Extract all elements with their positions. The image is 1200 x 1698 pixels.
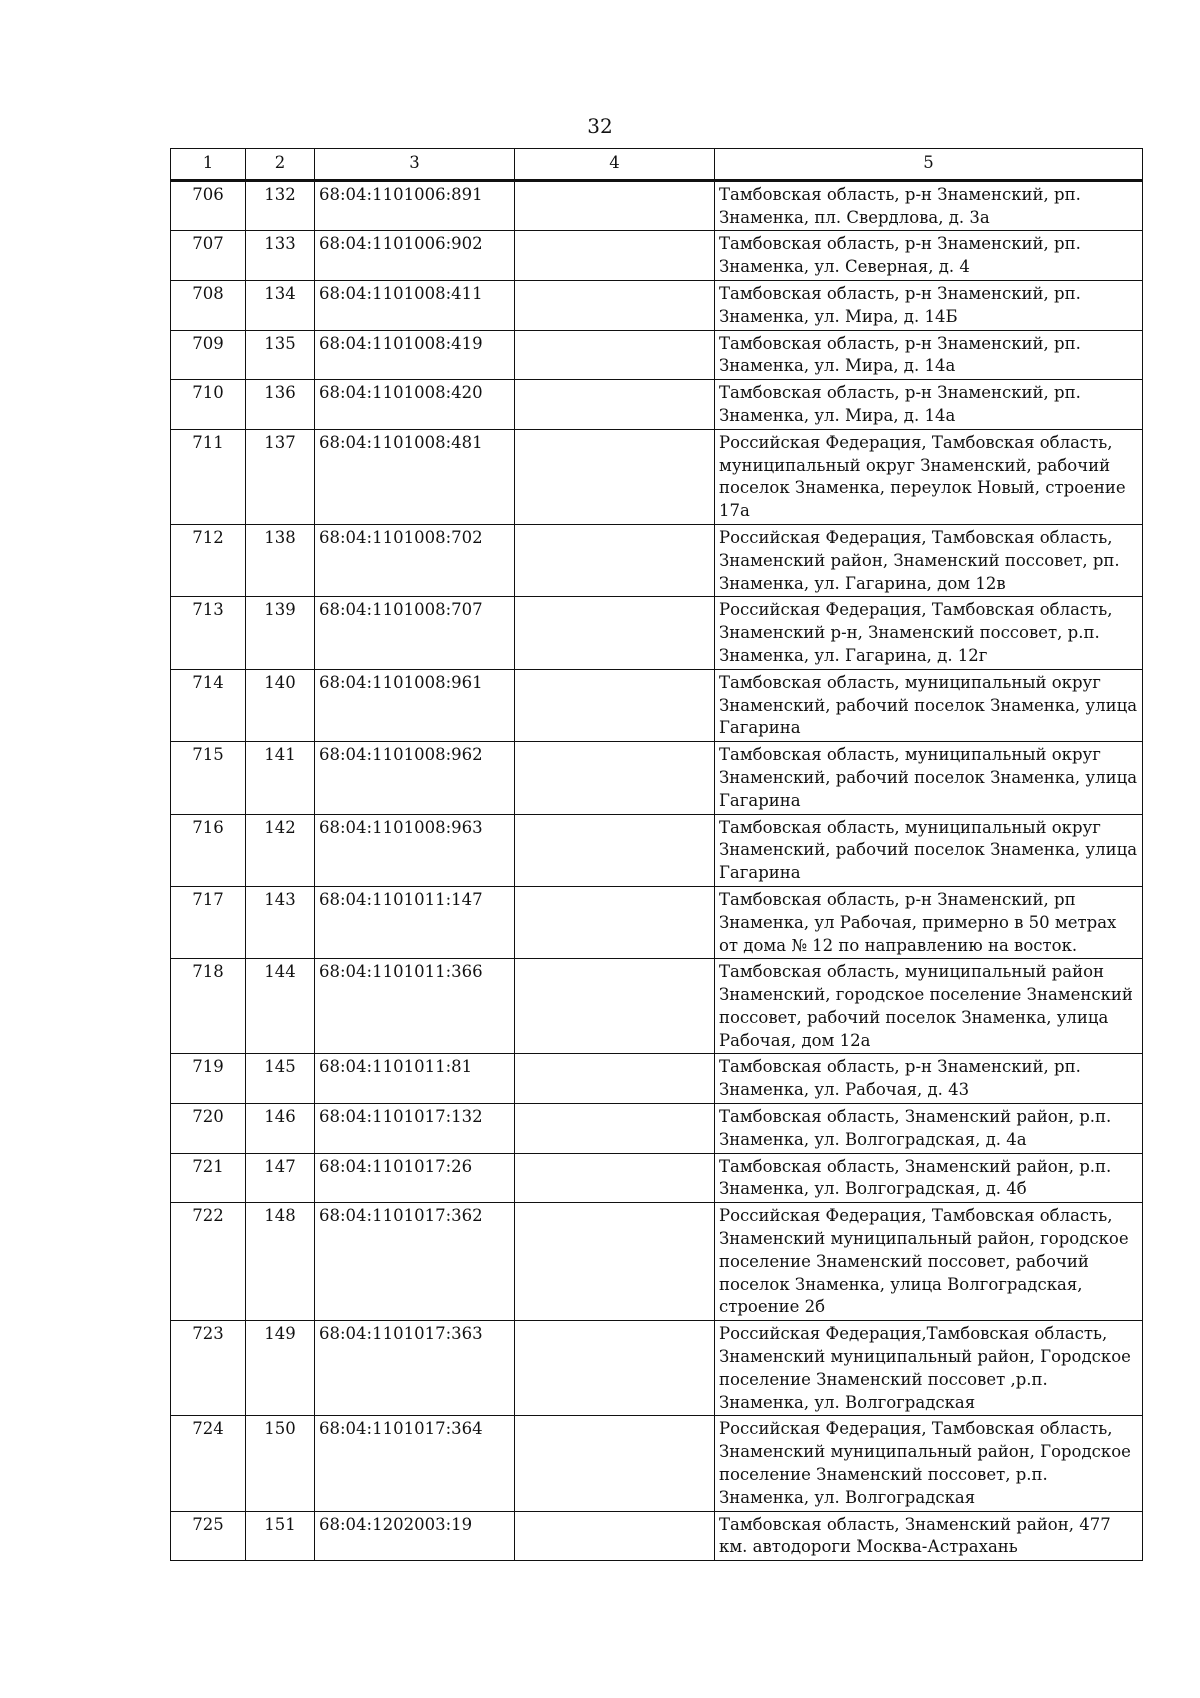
column-4-cell <box>515 1153 715 1203</box>
address: Тамбовская область, р-н Знаменский, рп. Знаменка, ул. Мира, д. 14а <box>715 380 1143 430</box>
row-index: 149 <box>246 1321 315 1416</box>
column-4-cell <box>515 1511 715 1561</box>
row-index: 151 <box>246 1511 315 1561</box>
cadastral-number: 68:04:1101017:26 <box>315 1153 515 1203</box>
row-index: 132 <box>246 180 315 231</box>
address: Российская Федерация,Тамбовская область, Знаменский муниципальный район, Городское поселение Знаменский поссовет ,р.п. Знаменка, ул. Волгоградская <box>715 1321 1143 1416</box>
column-4-cell <box>515 742 715 814</box>
cadastral-number: 68:04:1101017:364 <box>315 1416 515 1511</box>
row-number: 725 <box>171 1511 246 1561</box>
table-row <box>171 429 1143 524</box>
row-index: 134 <box>246 280 315 330</box>
row-number: 714 <box>171 669 246 741</box>
row-number: 709 <box>171 330 246 380</box>
row-index: 148 <box>246 1203 315 1321</box>
row-number: 715 <box>171 742 246 814</box>
row-index: 133 <box>246 231 315 281</box>
row-index: 143 <box>246 886 315 958</box>
cadastral-number: 68:04:1202003:19 <box>315 1511 515 1561</box>
row-number: 707 <box>171 231 246 281</box>
row-number: 708 <box>171 280 246 330</box>
column-4-cell <box>515 429 715 524</box>
address: Тамбовская область, муниципальный район Знаменский, городское поселение Знаменский поссовет, рабочий поселок Знаменка, улица Рабочая, дом 12а <box>715 959 1143 1054</box>
row-number: 723 <box>171 1321 246 1416</box>
column-header-2: 2 <box>246 149 315 181</box>
page-number: 32 <box>587 114 613 138</box>
address: Тамбовская область, муниципальный округ Знаменский, рабочий поселок Знаменка, улица Гагарина <box>715 814 1143 886</box>
address: Российская Федерация, Тамбовская область, Знаменский муниципальный район, городское поселение Знаменский поссовет, рабочий поселок Знаменка, улица Волгоградская, строение 2б <box>715 1203 1143 1321</box>
column-4-cell <box>515 597 715 669</box>
column-header-1: 1 <box>171 149 246 181</box>
column-header-3: 3 <box>315 149 515 181</box>
address: Тамбовская область, Знаменский район, р.п. Знаменка, ул. Волгоградская, д. 4б <box>715 1153 1143 1203</box>
address: Тамбовская область, Знаменский район, 477 км. автодороги Москва-Астрахань <box>715 1511 1143 1561</box>
column-4-cell <box>515 524 715 596</box>
cadastral-number: 68:04:1101008:961 <box>315 669 515 741</box>
address: Тамбовская область, Знаменский район, р.п. Знаменка, ул. Волгоградская, д. 4а <box>715 1104 1143 1154</box>
header-row <box>171 149 1143 181</box>
cadastral-number: 68:04:1101017:132 <box>315 1104 515 1154</box>
cadastral-number: 68:04:1101006:891 <box>315 180 515 231</box>
row-number: 718 <box>171 959 246 1054</box>
table-row <box>171 231 1143 281</box>
row-index: 147 <box>246 1153 315 1203</box>
table-row <box>171 742 1143 814</box>
cadastral-number: 68:04:1101017:362 <box>315 1203 515 1321</box>
table-row <box>171 380 1143 430</box>
table-row <box>171 1054 1143 1104</box>
cadastral-number: 68:04:1101008:963 <box>315 814 515 886</box>
table-row <box>171 1203 1143 1321</box>
table-body <box>171 180 1143 1560</box>
column-4-cell <box>515 330 715 380</box>
table-row <box>171 814 1143 886</box>
column-4-cell <box>515 814 715 886</box>
cadastral-number: 68:04:1101011:81 <box>315 1054 515 1104</box>
address: Тамбовская область, р-н Знаменский, рп. Знаменка, ул. Северная, д. 4 <box>715 231 1143 281</box>
column-4-cell <box>515 669 715 741</box>
cadastral-number: 68:04:1101017:363 <box>315 1321 515 1416</box>
table-row <box>171 1416 1143 1511</box>
address: Российская Федерация, Тамбовская область, Знаменский муниципальный район, Городское поселение Знаменский поссовет, р.п. Знаменка, ул. Волгоградская <box>715 1416 1143 1511</box>
column-4-cell <box>515 886 715 958</box>
table-row <box>171 597 1143 669</box>
column-4-cell <box>515 1416 715 1511</box>
cadastral-number: 68:04:1101011:147 <box>315 886 515 958</box>
row-number: 719 <box>171 1054 246 1104</box>
table-row <box>171 959 1143 1054</box>
registry-table <box>170 148 1143 1561</box>
address: Тамбовская область, р-н Знаменский, рп. Знаменка, ул. Рабочая, д. 43 <box>715 1054 1143 1104</box>
column-4-cell <box>515 959 715 1054</box>
row-number: 711 <box>171 429 246 524</box>
table-row <box>171 524 1143 596</box>
table-row <box>171 1321 1143 1416</box>
table-row <box>171 669 1143 741</box>
cadastral-number: 68:04:1101008:481 <box>315 429 515 524</box>
column-4-cell <box>515 1321 715 1416</box>
column-4-cell <box>515 231 715 281</box>
row-index: 144 <box>246 959 315 1054</box>
cadastral-number: 68:04:1101006:902 <box>315 231 515 281</box>
table-row <box>171 886 1143 958</box>
cadastral-number: 68:04:1101011:366 <box>315 959 515 1054</box>
address: Тамбовская область, р-н Знаменский, рп. Знаменка, ул. Мира, д. 14Б <box>715 280 1143 330</box>
address: Тамбовская область, муниципальный округ Знаменский, рабочий поселок Знаменка, улица Гагарина <box>715 742 1143 814</box>
row-number: 724 <box>171 1416 246 1511</box>
cadastral-number: 68:04:1101008:702 <box>315 524 515 596</box>
row-number: 721 <box>171 1153 246 1203</box>
column-header-5: 5 <box>715 149 1143 181</box>
row-index: 139 <box>246 597 315 669</box>
row-index: 142 <box>246 814 315 886</box>
table-row <box>171 180 1143 231</box>
table-row <box>171 330 1143 380</box>
column-4-cell <box>515 180 715 231</box>
cadastral-number: 68:04:1101008:411 <box>315 280 515 330</box>
address: Российская Федерация, Тамбовская область, Знаменский район, Знаменский поссовет, рп. Знаменка, ул. Гагарина, дом 12в <box>715 524 1143 596</box>
row-index: 135 <box>246 330 315 380</box>
column-4-cell <box>515 1104 715 1154</box>
row-index: 137 <box>246 429 315 524</box>
table-row <box>171 1104 1143 1154</box>
row-index: 146 <box>246 1104 315 1154</box>
row-index: 141 <box>246 742 315 814</box>
address: Тамбовская область, р-н Знаменский, рп. Знаменка, ул. Мира, д. 14а <box>715 330 1143 380</box>
cadastral-number: 68:04:1101008:707 <box>315 597 515 669</box>
row-index: 150 <box>246 1416 315 1511</box>
row-number: 722 <box>171 1203 246 1321</box>
row-number: 710 <box>171 380 246 430</box>
address: Тамбовская область, р-н Знаменский, рп Знаменка, ул Рабочая, примерно в 50 метрах от дома № 12 по направлению на восток. <box>715 886 1143 958</box>
cadastral-number: 68:04:1101008:419 <box>315 330 515 380</box>
row-number: 720 <box>171 1104 246 1154</box>
row-index: 140 <box>246 669 315 741</box>
row-number: 716 <box>171 814 246 886</box>
column-4-cell <box>515 1054 715 1104</box>
address: Российская Федерация, Тамбовская область, муниципальный округ Знаменский, рабочий поселок Знаменка, переулок Новый, строение 17а <box>715 429 1143 524</box>
row-number: 706 <box>171 180 246 231</box>
column-4-cell <box>515 380 715 430</box>
cadastral-number: 68:04:1101008:962 <box>315 742 515 814</box>
row-index: 145 <box>246 1054 315 1104</box>
table-row <box>171 1511 1143 1561</box>
table-row <box>171 280 1143 330</box>
row-number: 717 <box>171 886 246 958</box>
row-index: 136 <box>246 380 315 430</box>
row-number: 713 <box>171 597 246 669</box>
column-4-cell <box>515 1203 715 1321</box>
cadastral-number: 68:04:1101008:420 <box>315 380 515 430</box>
column-4-cell <box>515 280 715 330</box>
row-number: 712 <box>171 524 246 596</box>
address: Российская Федерация, Тамбовская область, Знаменский р-н, Знаменский поссовет, р.п. Знаменка, ул. Гагарина, д. 12г <box>715 597 1143 669</box>
column-header-4: 4 <box>515 149 715 181</box>
row-index: 138 <box>246 524 315 596</box>
address: Тамбовская область, муниципальный округ Знаменский, рабочий поселок Знаменка, улица Гагарина <box>715 669 1143 741</box>
table-row <box>171 1153 1143 1203</box>
address: Тамбовская область, р-н Знаменский, рп. Знаменка, пл. Свердлова, д. 3а <box>715 180 1143 231</box>
